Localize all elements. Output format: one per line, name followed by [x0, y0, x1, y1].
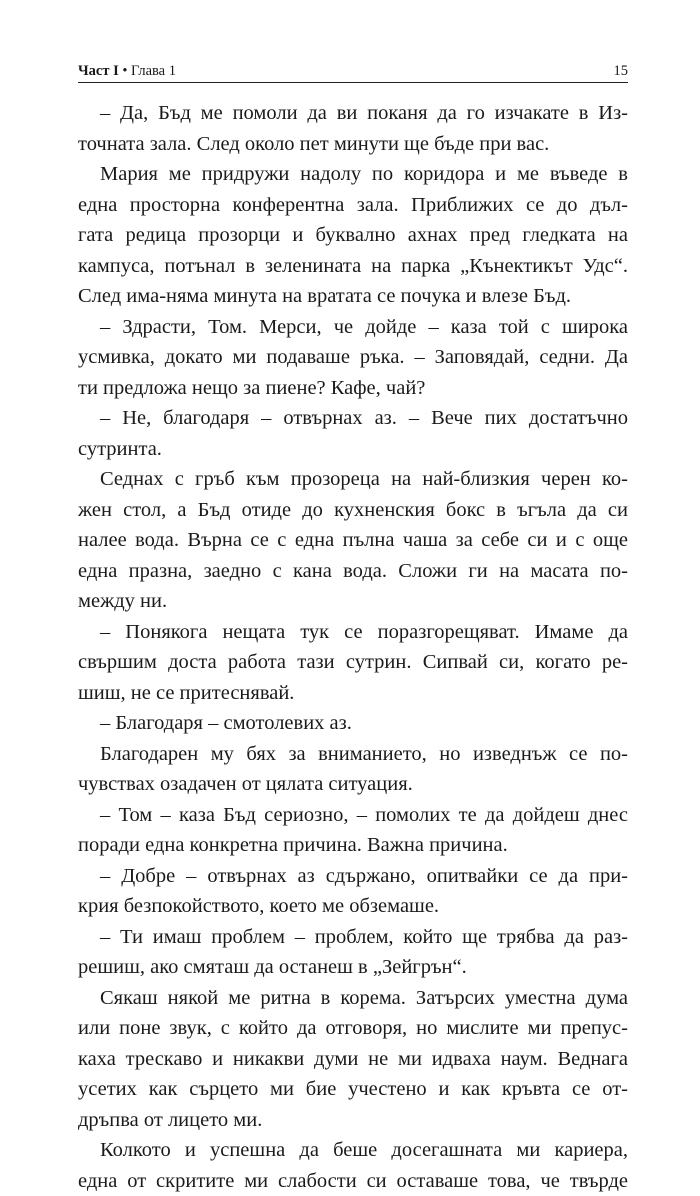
text-line: След има-няма минута на вратата се почука и влезе Бъд.: [78, 281, 628, 312]
text-line: Сякаш някой ме ритна в корема. Затърсих уместна дума: [78, 983, 628, 1014]
text-line: – Добре – отвърнах аз сдържано, опитвайки се да при-: [78, 861, 628, 892]
text-line: гата редица прозорци и буквално ахнах пред гледката на: [78, 220, 628, 251]
running-head-left: [78, 60, 176, 82]
text-line: – Не, благодаря – отвърнах аз. – Вече пих достатъчно: [78, 403, 628, 434]
text-line: – Ти имаш проблем – проблем, който ще трябва да раз-: [78, 922, 628, 953]
text-line: усетих как сърцето ми бие учестено и как кръвта се от-: [78, 1074, 628, 1105]
text-line: – Том – каза Бъд сериозно, – помолих те да дойдеш днес: [78, 800, 628, 831]
header-bullet: •: [122, 63, 127, 79]
text-line: жен стол, а Бъд отиде до кухненския бокс в ъгъла да си: [78, 495, 628, 526]
text-line: кампуса, потънал в зеленината на парка „Кънектикът Удс“.: [78, 251, 628, 282]
text-line: ти предложа нещо за пиене? Кафе, чай?: [78, 373, 628, 404]
text-line: крия безпокойството, което ме обземаше.: [78, 891, 628, 922]
text-line: Седнах с гръб към прозореца на най-близкия черен ко-: [78, 464, 628, 495]
text-line: – Понякога нещата тук се поразгорещяват. Имаме да: [78, 617, 628, 648]
text-line: налее вода. Върна се с една пълна чаша за себе си и с още: [78, 525, 628, 556]
text-line: усмивка, докато ми подаваше ръка. – Заповядай, седни. Да: [78, 342, 628, 373]
text-line: точната зала. След около пет минути ще бъде при вас.: [78, 129, 628, 160]
text-line: Мария ме придружи надолу по коридора и ме въведе в: [78, 159, 628, 190]
text-line: една от скритите ми слабости си оставаше това, че твърде: [78, 1166, 628, 1196]
text-line: между ни.: [78, 586, 628, 617]
text-line: свършим доста работа тази сутрин. Сипвай си, когато ре-: [78, 647, 628, 678]
text-line: каха трескаво и никакви думи не ми идваха наум. Веднага: [78, 1044, 628, 1075]
text-line: или поне звук, с който да отговоря, но мислите ми препус-: [78, 1013, 628, 1044]
chapter-label: Глава 1: [131, 63, 176, 79]
body-text: [78, 98, 628, 1196]
running-head: [78, 60, 628, 83]
text-line: решиш, ако смяташ да останеш в „Зейгрън“.: [78, 952, 628, 983]
text-line: чувствах озадачен от цялата ситуация.: [78, 769, 628, 800]
text-line: дръпва от лицето ми.: [78, 1105, 628, 1136]
text-line: шиш, не се притеснявай.: [78, 678, 628, 709]
text-line: поради една конкретна причина. Важна причина.: [78, 830, 628, 861]
text-line: – Да, Бъд ме помоли да ви поканя да го изчакате в Из-: [78, 98, 628, 129]
text-line: сутринта.: [78, 434, 628, 465]
text-line: Колкото и успешна да беше досегашната ми кариера,: [78, 1135, 628, 1166]
page-number: 15: [614, 60, 629, 82]
text-line: една просторна конферентна зала. Приближих се до дъл-: [78, 190, 628, 221]
part-label: Част I: [78, 63, 119, 79]
text-line: – Здрасти, Том. Мерси, че дойде – каза той с широка: [78, 312, 628, 343]
text-line: една празна, заедно с кана вода. Сложи ги на масата по-: [78, 556, 628, 587]
text-line: – Благодаря – смотолевих аз.: [78, 708, 628, 739]
text-line: Благодарен му бях за вниманието, но изведнъж се по-: [78, 739, 628, 770]
